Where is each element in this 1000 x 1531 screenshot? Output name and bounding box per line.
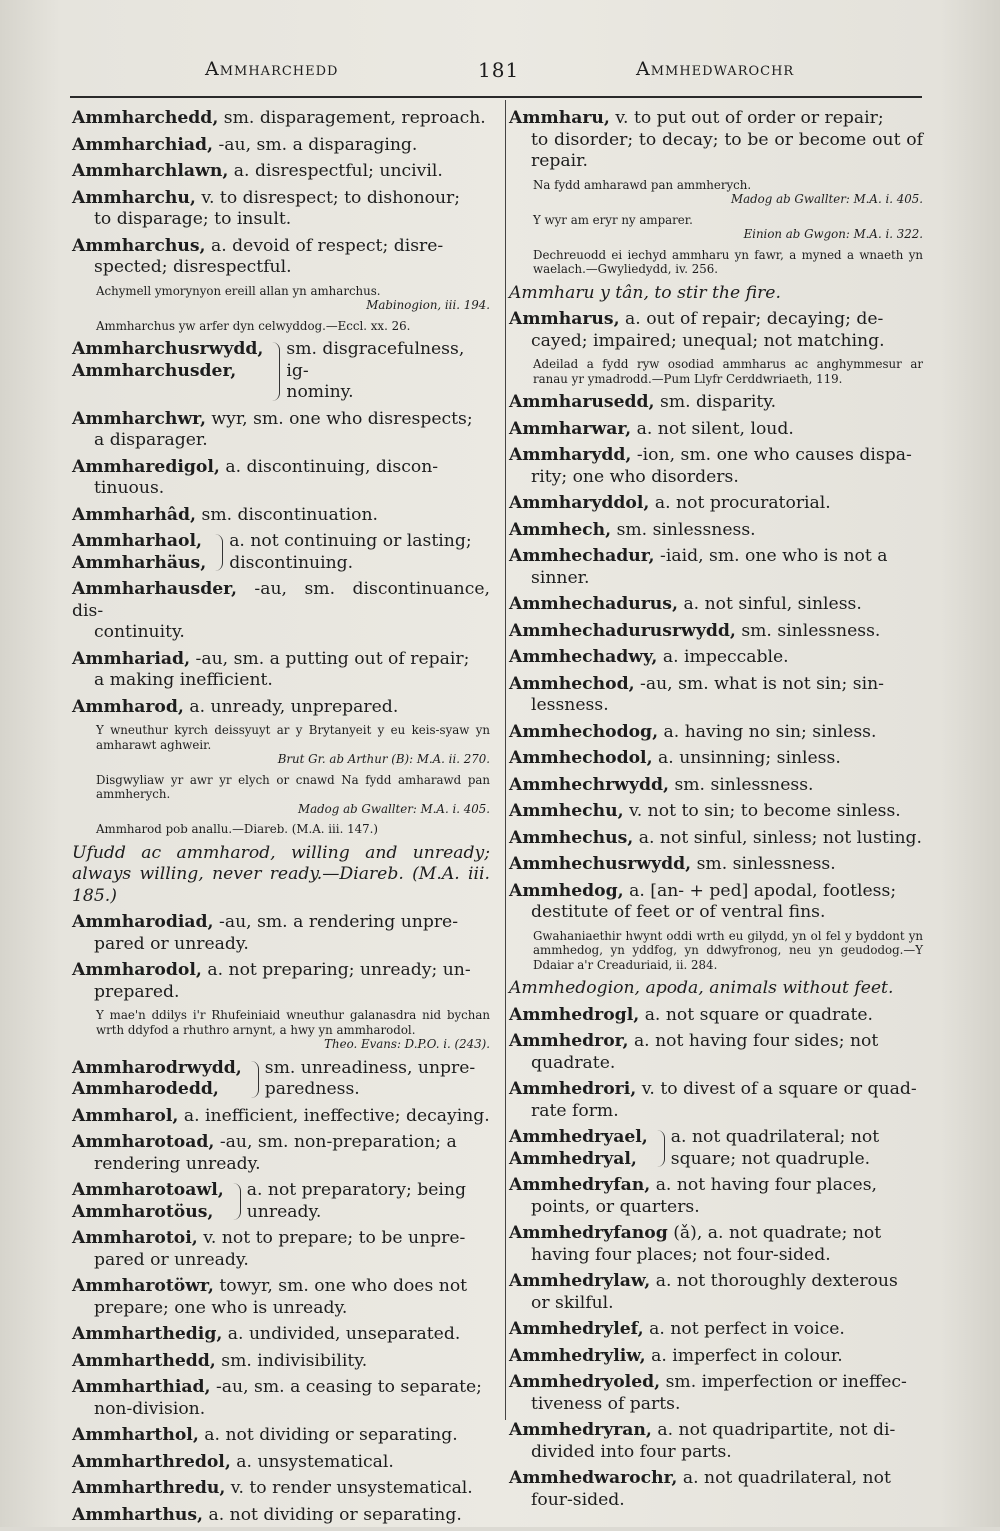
headword: Ammharthredol, xyxy=(72,1451,231,1472)
headword: Ammharotoad, xyxy=(72,1132,215,1152)
headword: Ammharodiad, xyxy=(72,912,214,932)
definition-group xyxy=(671,1127,923,1170)
definition-group xyxy=(265,1058,490,1101)
headword: Ammhechus, xyxy=(509,827,634,848)
headword: Ammharchwr, xyxy=(72,408,206,429)
definition: square; not quadruple. xyxy=(670,1148,871,1169)
dictionary-entry xyxy=(509,828,923,850)
citation-text: Y wneuthur kyrch deissyuyt ar y Brytanyeit y eu keis-syaw yn amharawt aghweir. xyxy=(96,723,490,752)
right-column xyxy=(509,108,923,1516)
dictionary-entry xyxy=(509,1420,923,1463)
dictionary-entry xyxy=(72,1377,490,1420)
headword-group xyxy=(72,1180,224,1223)
dictionary-entry xyxy=(509,647,923,669)
definition: a. not square or quadrate. xyxy=(644,1004,873,1025)
definition: towyr, sm. one who does not xyxy=(219,1276,468,1296)
definition: sm. sinlessness. xyxy=(741,620,881,641)
citation xyxy=(96,1008,490,1052)
headword: Ammhedwarochr, xyxy=(509,1468,678,1488)
headword: Ammharotoi, xyxy=(72,1228,198,1248)
definition: v. to put out of order or repair; xyxy=(615,108,884,128)
headword: Ammhechod, xyxy=(509,673,635,694)
dictionary-entry xyxy=(72,697,490,719)
definition: -au, sm. a ceasing to separate; xyxy=(215,1377,482,1397)
dictionary-entry-pair xyxy=(72,1180,490,1223)
dictionary-entry-pair xyxy=(72,531,490,574)
definition: v. to render unsystematical. xyxy=(230,1478,473,1498)
citation-text: Achymell ymorynyon ereill allan yn amharchus. xyxy=(96,283,381,298)
headword-group xyxy=(72,531,206,574)
citation xyxy=(533,248,923,277)
definition-continued: pared or unready. xyxy=(94,933,249,954)
citation-source: Madog ab Gwallter: M.A. i. 405. xyxy=(731,192,923,206)
definition: Ufudd ac ammharod, willing and unready; always willing, never ready.—Diareb. (M.A. iii. 185.) xyxy=(72,842,490,906)
definition: a. not quadrilateral; not xyxy=(670,1127,880,1147)
definition: a. unsystematical. xyxy=(236,1451,394,1472)
headword: Ammhechrwydd, xyxy=(509,774,669,795)
dictionary-entry xyxy=(509,1346,923,1368)
dictionary-entry xyxy=(509,722,923,744)
dictionary-entry-pair xyxy=(72,339,490,404)
definition: nominy. xyxy=(286,382,354,402)
dictionary-entry xyxy=(72,1478,490,1500)
definition: Ammharu y tân, to stir the fire. xyxy=(509,282,781,303)
citation-text: Na fydd amharawd pan ammherych. xyxy=(533,177,752,192)
headword: Ammharchus, xyxy=(72,235,206,256)
headword: Ammharchusrwydd, xyxy=(72,339,264,359)
headword: Ammhedror, xyxy=(509,1031,629,1051)
definition: a. imperfect in colour. xyxy=(651,1345,843,1366)
citation xyxy=(533,357,923,386)
dictionary-entry xyxy=(72,912,490,955)
dictionary-entry xyxy=(509,1468,923,1511)
definition: -iaid, sm. one who is not a xyxy=(660,546,888,566)
dictionary-entry xyxy=(72,1324,490,1346)
definition: a. discontinuing, discon- xyxy=(225,456,439,477)
column-divider xyxy=(505,100,506,1420)
headword-group xyxy=(72,1058,242,1101)
headword-group xyxy=(509,1127,648,1170)
dictionary-entry xyxy=(72,1132,490,1175)
citation xyxy=(96,773,490,817)
headword: Ammhedrogl, xyxy=(509,1004,640,1025)
headword: Ammharthol, xyxy=(72,1425,199,1445)
headword: Ammhech, xyxy=(509,519,612,540)
definition: sm. sinlessness. xyxy=(674,774,814,795)
headword: Ammhedryfanog xyxy=(509,1223,668,1243)
headword: Ammhechodog, xyxy=(509,721,659,742)
definition: a. inefficient, ineffective; decaying. xyxy=(183,1105,490,1126)
definition: v. not to prepare; to be unpre- xyxy=(203,1228,466,1248)
headword: Ammharyddol, xyxy=(509,493,650,513)
dictionary-entry-pair xyxy=(509,1127,923,1170)
headword: Ammharthredu, xyxy=(72,1478,226,1498)
definition-continued: prepared. xyxy=(94,981,180,1002)
definition-continued: or skilful. xyxy=(531,1292,614,1313)
dictionary-entry xyxy=(509,748,923,770)
headword: Ammhechadwy, xyxy=(509,647,658,667)
definition: sm. sinlessness. xyxy=(616,519,756,540)
definition-continued: a making inefficient. xyxy=(94,670,273,690)
definition-continued: points, or quarters. xyxy=(531,1196,700,1217)
headword: Ammharchlawn, xyxy=(72,161,229,181)
dictionary-entry xyxy=(509,283,923,305)
dictionary-entry xyxy=(72,135,490,157)
definition: -au, sm. a rendering unpre- xyxy=(219,912,459,932)
headword: Ammhechusrwydd, xyxy=(509,854,692,874)
page-number: 181 xyxy=(478,58,520,82)
definition: v. not to sin; to become sinless. xyxy=(629,801,901,821)
definition: -au, sm. discontinuance, dis- xyxy=(72,579,490,621)
definition: a. unready, unprepared. xyxy=(189,696,399,717)
dictionary-entry xyxy=(72,457,490,500)
headword: Ammharhausder, xyxy=(72,579,237,599)
definition-continued: having four places; not four-sided. xyxy=(531,1244,831,1265)
definition: a. not quadripartite, not di- xyxy=(657,1420,896,1440)
brace xyxy=(650,1130,665,1167)
citation-source: Einion ab Gwgon: M.A. i. 322. xyxy=(743,227,923,241)
definition-continued: a disparager. xyxy=(94,430,208,450)
definition: v. to divest of a square or quad- xyxy=(641,1079,917,1099)
headword: Ammhedog, xyxy=(509,880,624,901)
definition-group xyxy=(286,339,490,404)
running-head-left: Ammharchedd xyxy=(205,58,339,80)
dictionary-entry xyxy=(509,309,923,352)
brace xyxy=(226,1183,241,1220)
definition: -au, sm. what is not sin; sin- xyxy=(640,673,884,694)
definition-continued: quadrate. xyxy=(531,1052,616,1073)
definition: a. out of repair; decaying; de- xyxy=(625,309,884,329)
headword: Ammhedryoled, xyxy=(509,1372,661,1392)
headword: Ammhechadurusrwydd, xyxy=(509,620,736,641)
brace xyxy=(265,342,280,401)
dictionary-entry xyxy=(72,649,490,692)
citation-text: Adeilad a fydd ryw osodiad ammharus ac anghymmesur ar ranau yr ymadrodd.—Pum Llyfr Cerddwriaeth, 119. xyxy=(533,357,923,386)
definition-continued: tinuous. xyxy=(94,478,165,498)
headword: Ammharthedig, xyxy=(72,1324,223,1344)
headword: Ammharol, xyxy=(72,1105,179,1126)
definition-continued: lessness. xyxy=(531,695,609,715)
citation-text: Ammharod pob anallu.—Diareb. (M.A. iii. 147.) xyxy=(96,822,378,836)
dictionary-entry xyxy=(509,445,923,488)
dictionary-entry xyxy=(509,546,923,589)
citation-text: Y wyr am eryr ny amparer. xyxy=(533,212,693,227)
definition: Ammhedogion, apoda, animals without feet. xyxy=(509,978,894,998)
definition: a. impeccable. xyxy=(662,647,789,667)
definition-continued: to disorder; to decay; to be or become out of repair. xyxy=(531,129,923,171)
dictionary-entry xyxy=(72,505,490,527)
headword: Ammharotöus, xyxy=(72,1201,214,1222)
dictionary-entry xyxy=(509,1372,923,1415)
definition: a. not sinful, sinless; not lusting. xyxy=(638,827,923,848)
headword: Ammhedrylef, xyxy=(509,1319,644,1339)
citation-source: Brut Gr. ab Arthur (B): M.A. ii. 270. xyxy=(277,752,490,766)
definition: a. not continuing or lasting; xyxy=(229,531,472,551)
headword: Ammharchedd, xyxy=(72,108,219,128)
definition: paredness. xyxy=(264,1079,360,1099)
definition: a. not procuratorial. xyxy=(654,493,831,513)
dictionary-entry xyxy=(509,854,923,876)
running-head-right: Ammhedwarochr xyxy=(636,58,795,80)
dictionary-entry xyxy=(509,108,923,173)
dictionary-entry xyxy=(72,960,490,1003)
dictionary-entry xyxy=(72,188,490,231)
dictionary-entry xyxy=(72,1452,490,1474)
citation-text: Gwahaniaethir hwynt oddi wrth eu gilydd, yn ol fel y byddont yn ammhedog, yn yddfog, yn ddwyfronog, neu yn geudodog.—Y Ddaiar a'r Creaduriaid, ii. 284. xyxy=(533,928,923,972)
definition-group xyxy=(247,1180,490,1223)
left-column xyxy=(72,108,490,1531)
definition: a. not silent, loud. xyxy=(636,418,794,439)
citation-text: Disgwyliaw yr awr yr elych or cnawd Na fydd amharawd pan ammherych. xyxy=(96,772,490,801)
definition-continued: rity; one who disorders. xyxy=(531,466,739,487)
definition: sm. disparagement, reproach. xyxy=(223,108,486,128)
dictionary-entry xyxy=(509,520,923,542)
headword: Ammharchusder, xyxy=(72,360,237,381)
citation xyxy=(533,178,923,207)
dictionary-entry xyxy=(509,419,923,441)
headword: Ammhedryael, xyxy=(509,1127,648,1147)
headword: Ammharus, xyxy=(509,309,620,329)
citation-text: Dechreuodd ei iechyd ammharu yn fawr, a myned a wnaeth yn waelach.—Gwyliedydd, iv. 256. xyxy=(533,247,923,276)
headword: Ammhedryran, xyxy=(509,1420,652,1440)
definition-continued: cayed; impaired; unequal; not matching. xyxy=(531,330,885,351)
definition: a. having no sin; sinless. xyxy=(663,721,877,742)
definition: sm. imperfection or ineffec- xyxy=(665,1372,907,1392)
definition-continued: tiveness of parts. xyxy=(531,1393,681,1414)
definition: unready. xyxy=(246,1201,322,1222)
headword: Ammharchu, xyxy=(72,187,196,208)
dictionary-entry xyxy=(72,1228,490,1271)
citation-source: Mabinogion, iii. 194. xyxy=(366,298,490,312)
definition-continued: continuity. xyxy=(94,622,185,642)
dictionary-entry xyxy=(72,579,490,644)
headword: Ammharotöwr, xyxy=(72,1276,214,1296)
brace xyxy=(244,1061,259,1098)
headword: Ammhariad, xyxy=(72,648,191,669)
citation xyxy=(533,929,923,973)
dictionary-entry xyxy=(509,881,923,924)
definition: v. to disrespect; to dishonour; xyxy=(201,187,461,208)
dictionary-entry xyxy=(72,1505,490,1527)
dictionary-entry xyxy=(509,1271,923,1314)
definition: sm. disparity. xyxy=(660,392,777,412)
headword-group xyxy=(72,339,263,404)
dictionary-entry xyxy=(72,161,490,183)
definition: (ǎ), a. not quadrate; not xyxy=(673,1223,882,1243)
dictionary-entry xyxy=(72,843,490,908)
headword: Ammhedrori, xyxy=(509,1079,637,1099)
definition: -au, sm. a putting out of repair; xyxy=(195,648,470,669)
dictionary-entry xyxy=(509,594,923,616)
definition-continued: destitute of feet or of ventral fins. xyxy=(531,902,826,922)
dictionary-entry xyxy=(509,1319,923,1341)
dictionary-entry xyxy=(72,1276,490,1319)
definition-continued: spected; disrespectful. xyxy=(94,257,292,277)
headword: Ammharydd, xyxy=(509,445,632,465)
headword: Ammharthus, xyxy=(72,1504,203,1525)
definition-continued: rendering unready. xyxy=(94,1153,261,1174)
definition-continued: to disparage; to insult. xyxy=(94,209,292,229)
definition: -au, sm. a disparaging. xyxy=(218,134,418,155)
dictionary-entry xyxy=(509,1031,923,1074)
definition: sm. discontinuation. xyxy=(201,504,378,525)
headword: Ammharedigol, xyxy=(72,456,220,477)
definition: sm. unreadiness, unpre- xyxy=(264,1057,476,1078)
dictionary-entry xyxy=(509,1175,923,1218)
headword: Ammharhäus, xyxy=(72,552,207,573)
definition: a. not quadrilateral, not xyxy=(682,1468,891,1488)
definition: a. not perfect in voice. xyxy=(649,1319,845,1339)
headword: Ammhedryal, xyxy=(509,1148,637,1169)
definition-continued: sinner. xyxy=(531,567,590,588)
headword: Ammharotoawl, xyxy=(72,1180,224,1200)
dictionary-entry xyxy=(509,978,923,1000)
dictionary-entry xyxy=(509,621,923,643)
citation-text: Ammharchus yw arfer dyn celwyddog.—Eccl. xx. 26. xyxy=(96,318,411,333)
definition-continued: four-sided. xyxy=(531,1489,625,1510)
definition: a. [an- + ped] apodal, footless; xyxy=(629,880,897,901)
definition: sm. disgracefulness, ig- xyxy=(286,339,465,381)
definition: a. not dividing or separating. xyxy=(204,1425,458,1445)
definition: discontinuing. xyxy=(229,552,354,573)
header-rule xyxy=(70,96,922,98)
definition: a. disrespectful; uncivil. xyxy=(233,161,443,181)
dictionary-entry xyxy=(509,392,923,414)
headword: Ammhechadur, xyxy=(509,546,655,566)
definition: wyr, sm. one who disrespects; xyxy=(211,408,473,429)
headword: Ammharod, xyxy=(72,696,184,717)
definition-continued: non-division. xyxy=(94,1398,206,1419)
citation-source: Theo. Evans: D.P.O. i. (243). xyxy=(324,1037,490,1051)
definition: a. not dividing or separating. xyxy=(208,1504,462,1525)
definition: sm. sinlessness. xyxy=(696,854,836,874)
headword: Ammhechadurus, xyxy=(509,594,678,614)
definition: a. undivided, unseparated. xyxy=(227,1324,461,1344)
definition: a. not sinful, sinless. xyxy=(683,594,862,614)
definition: sm. indivisibility. xyxy=(221,1350,368,1371)
dictionary-entry xyxy=(509,674,923,717)
definition-continued: rate form. xyxy=(531,1100,619,1121)
definition: -au, sm. non-preparation; a xyxy=(219,1132,457,1152)
brace xyxy=(208,534,223,571)
headword: Ammhedrylaw, xyxy=(509,1271,651,1291)
citation-source: Madog ab Gwallter: M.A. i. 405. xyxy=(298,801,490,816)
headword: Ammharhaol, xyxy=(72,531,203,551)
dictionary-entry xyxy=(72,1106,490,1128)
definition-continued: prepare; one who is unready. xyxy=(94,1297,348,1318)
definition: a. not having four places, xyxy=(655,1175,877,1195)
definition-continued: divided into four parts. xyxy=(531,1441,732,1462)
definition: a. devoid of respect; disre- xyxy=(210,235,444,256)
headword: Ammharodol, xyxy=(72,960,202,980)
dictionary-entry xyxy=(72,236,490,279)
headword: Ammharwar, xyxy=(509,418,632,439)
citation xyxy=(96,723,490,767)
headword: Ammhedryfan, xyxy=(509,1175,651,1195)
dictionary-entry-pair xyxy=(72,1058,490,1101)
definition: -ion, sm. one who causes dispa- xyxy=(636,445,912,465)
definition: a. unsinning; sinless. xyxy=(658,748,841,768)
definition: a. not thoroughly dexterous xyxy=(655,1271,898,1291)
dictionary-entry xyxy=(72,108,490,130)
headword: Ammharthiad, xyxy=(72,1377,211,1397)
headword: Ammharodedd, xyxy=(72,1079,219,1099)
citation xyxy=(96,284,490,313)
headword: Ammhechodol, xyxy=(509,748,653,768)
definition-group xyxy=(229,531,490,574)
headword: Ammharodrwydd, xyxy=(72,1057,242,1078)
dictionary-entry xyxy=(509,1223,923,1266)
definition: a. not preparing; unready; un- xyxy=(207,960,471,980)
citation-text: Y mae'n ddilys i'r Rhufeiniaid wneuthur galanasdra nid bychan wrth ddyfod a rhuthro arnynt, a hwy yn ammharodol. xyxy=(96,1008,490,1037)
dictionary-entry xyxy=(72,409,490,452)
headword: Ammhechu, xyxy=(509,801,624,821)
headword: Ammharthedd, xyxy=(72,1350,216,1371)
headword: Ammharusedd, xyxy=(509,392,655,412)
definition: a. not having four sides; not xyxy=(633,1031,879,1051)
definition-continued: pared or unready. xyxy=(94,1249,249,1270)
headword: Ammharhâd, xyxy=(72,504,197,525)
headword: Ammhedryliw, xyxy=(509,1345,646,1366)
dictionary-entry xyxy=(509,1079,923,1122)
citation xyxy=(96,319,490,334)
dictionary-entry xyxy=(509,1005,923,1027)
dictionary-entry xyxy=(72,1425,490,1447)
definition: a. not preparatory; being xyxy=(246,1180,466,1200)
citation xyxy=(96,822,490,837)
headword: Ammharchiad, xyxy=(72,134,214,155)
dictionary-entry xyxy=(509,801,923,823)
dictionary-entry xyxy=(509,493,923,515)
dictionary-entry xyxy=(509,775,923,797)
citation xyxy=(533,213,923,242)
headword: Ammharu, xyxy=(509,108,610,128)
dictionary-entry xyxy=(72,1351,490,1373)
